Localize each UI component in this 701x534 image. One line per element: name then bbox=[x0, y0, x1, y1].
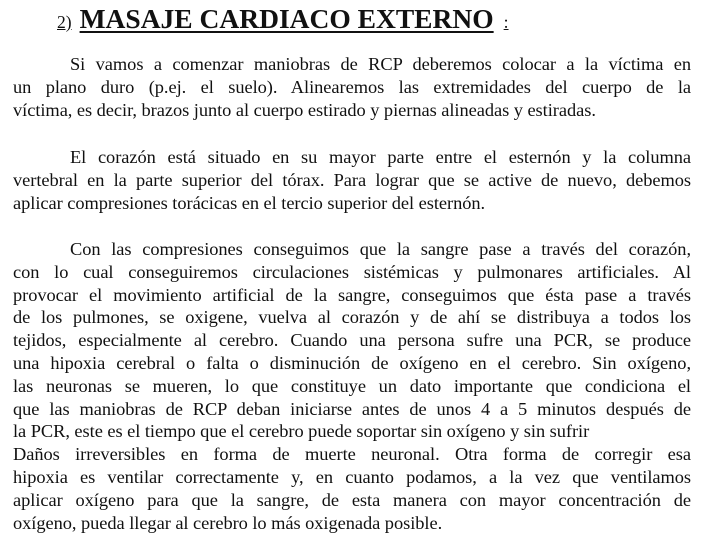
paragraph-line: Con las compresiones conseguimos que la sangre pase a través del corazón, bbox=[70, 239, 691, 259]
paragraph-line: hipoxia es ventilar correctamente y, en cuanto podamos, a la vez que ventilamos bbox=[13, 466, 691, 487]
paragraph-line: aplicar oxígeno para que la sangre, de esta manera con mayor concentración de bbox=[13, 489, 691, 510]
paragraph-line: de los pulmones, se oxigene, vuelva al corazón y de ahí se distribuya a todos los bbox=[13, 307, 691, 328]
paragraph-line: Si vamos a comenzar maniobras de RCP deberemos colocar a la víctima en bbox=[70, 54, 691, 74]
paragraph-line: Daños irreversibles en forma de muerte neuronal. Otra forma de corregir esa bbox=[13, 444, 691, 465]
paragraph-line: que las maniobras de RCP deban iniciarse antes de unos 4 a 5 minutos después de bbox=[13, 398, 691, 419]
section-title: MASAJE CARDIACO EXTERNO bbox=[79, 3, 494, 34]
paragraph-1 bbox=[13, 53, 691, 121]
paragraph-line: víctima, es decir, brazos junto al cuerpo estirado y piernas alineadas y estiradas. bbox=[13, 99, 596, 120]
paragraph-line: oxígeno, pueda llegar al cerebro lo más oxigenada posible. bbox=[13, 512, 443, 533]
paragraph-line: las neuronas se mueren, lo que constituye un dato importante que condiciona el bbox=[13, 375, 691, 396]
paragraph-3 bbox=[13, 238, 691, 534]
paragraph-line: con lo cual conseguiremos circulaciones sistémicas y pulmonares artificiales. Al bbox=[13, 261, 691, 282]
paragraph-line: El corazón está situado en su mayor parte entre el esternón y la columna bbox=[70, 147, 691, 167]
paragraph-line: un plano duro (p.ej. el suelo). Alinearemos las extremidades del cuerpo de la bbox=[13, 76, 691, 97]
section-colon: : bbox=[503, 12, 509, 32]
paragraph-line: provocar el movimiento artificial de la sangre, conseguimos que ésta pase a través bbox=[13, 284, 691, 305]
section-number: 2) bbox=[57, 12, 72, 32]
paragraph-line: una hipoxia cerebral o falta o disminución de oxígeno en el cerebro. Sin oxígeno, bbox=[13, 352, 691, 373]
paragraph-2 bbox=[13, 146, 691, 214]
paragraph-line: tejidos, especialmente al cerebro. Cuando una persona sufre una PCR, se produce bbox=[13, 330, 691, 351]
paragraph-line: vertebral en la parte superior del tórax. Para lograr que se active de nuevo, debemos bbox=[13, 169, 691, 190]
paragraph-line: la PCR, este es el tiempo que el cerebro puede soportar sin oxígeno y sin sufrir bbox=[13, 421, 590, 442]
section-heading bbox=[57, 4, 509, 39]
paragraph-line: aplicar compresiones torácicas en el tercio superior del esternón. bbox=[13, 192, 486, 213]
